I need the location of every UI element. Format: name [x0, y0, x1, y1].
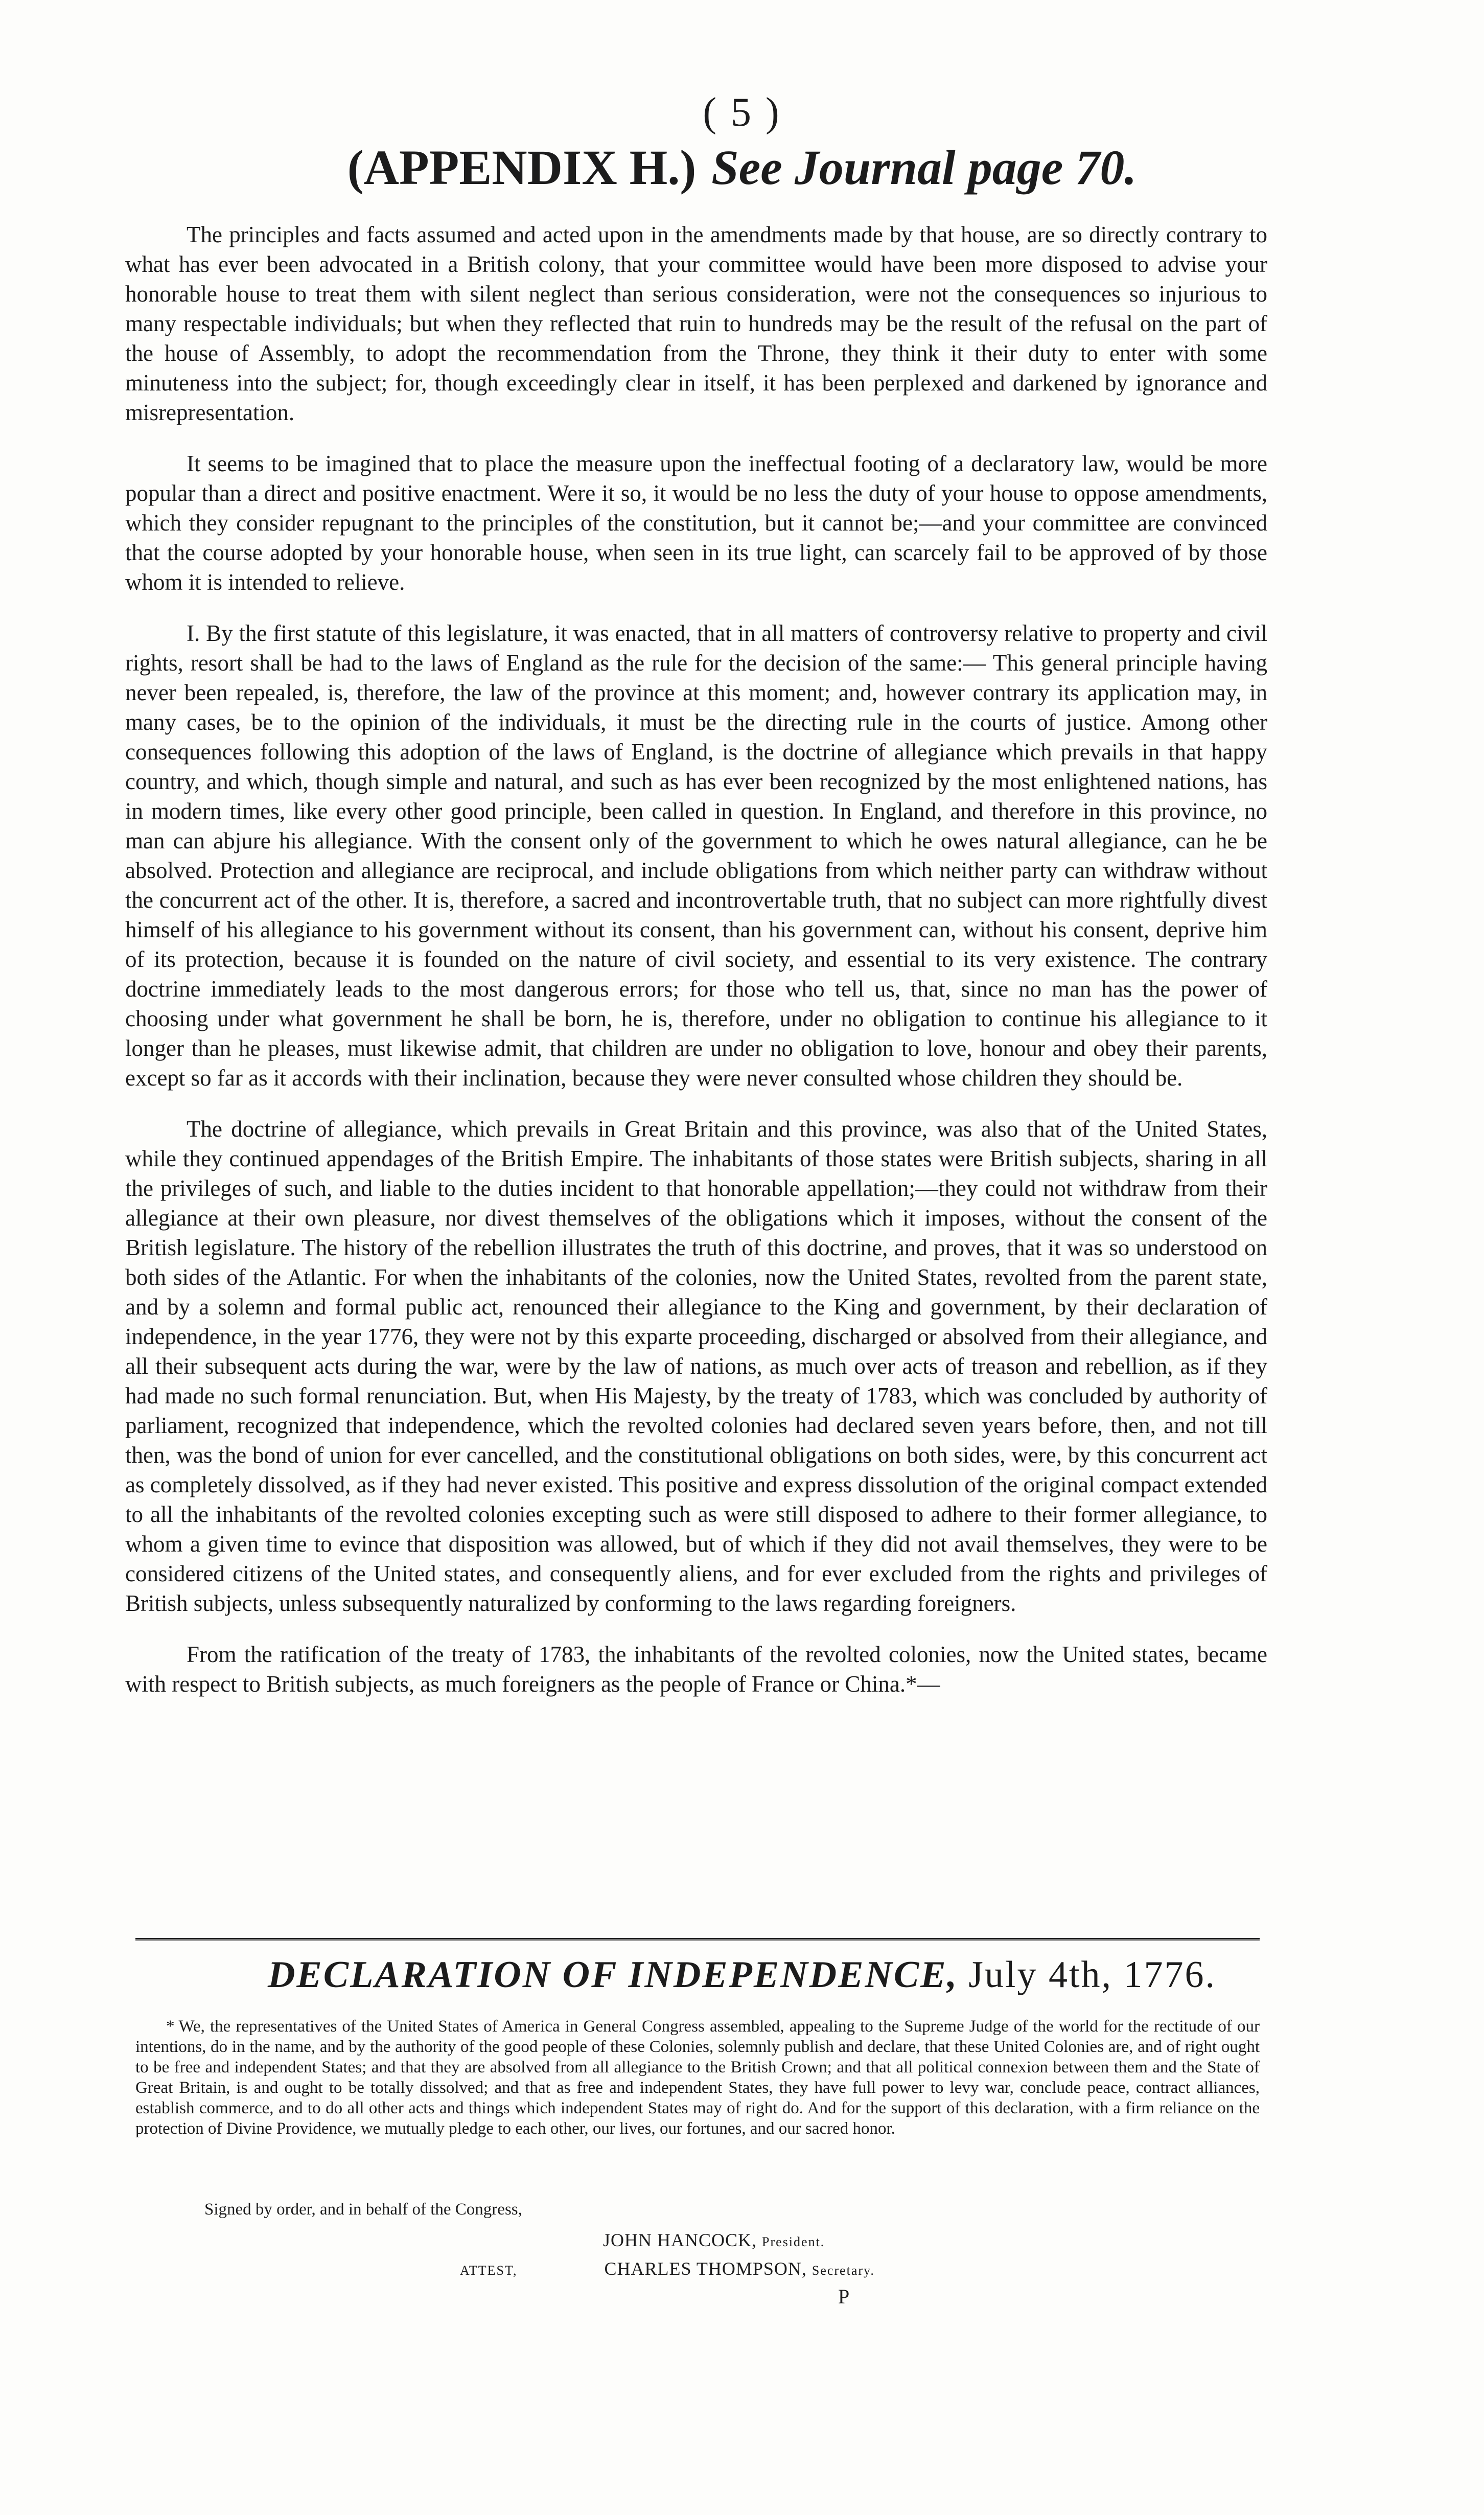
secretary-name: CHARLES THOMPSON, [604, 2258, 807, 2279]
divider-line-top [135, 1938, 1260, 1940]
secretary-title: Secretary. [811, 2263, 875, 2278]
appendix-heading [0, 139, 1484, 196]
appendix-title: (APPENDIX H.) [347, 140, 697, 195]
paragraph-treaty-ratification: From the ratification of the treaty of 1783, the inhabitants of the revolted colonies, now the United states, became with respect to British subjects, as much foreigners as the people of France or China.*— [125, 1642, 1267, 1697]
paragraph-committee-principles: The principles and facts assumed and acted upon in the amendments made by that house, are so directly contrary to what has ever been advocated in a British colony, that your committee would have been more disposed to advise your honorable house to treat them with silent neglect than serious consideration, were not the consequences so injurious to many respectable individuals; but when they reflected that ruin to hundreds may be the result of the refusal on the part of the house of Assembly, to adopt the recommendation from the Throne, they think it their duty to enter with some minuteness into the subject; for, though exceedingly clear in itself, it has been perplexed and darkened by ignorance and misrepresentation. [125, 222, 1267, 425]
attest-label: ATTEST, [460, 2263, 518, 2278]
journal-reference: See Journal page 70. [711, 140, 1137, 195]
footnote-text: We, the representatives of the United States of America in General Congress assembled, appealing to the Supreme Judge of the world for the rectitude of our intentions, do in the name, and by the authority of the good people of these Colonies, solemnly publish and declare, that these United Colonies are, and of right ought to be free and independent States; and that they are absolved from all allegiance to the British Crown; and that all political connexion between them and the State of Great Britain, is and ought to be totally dissolved; and that as free and independent States, they have full power to levy war, conclude peace, contract alliances, establish commerce, and to do all other acts and things which independent States may of right do. And for the support of this declaration, with a firm reliance on the protection of Divine Providence, we mutually pledge to each other, our lives, our fortunes, and our sacred honor. [135, 2017, 1260, 2138]
president-name: JOHN HANCOCK, [603, 2230, 757, 2250]
declaration-title: DECLARATION OF INDEPENDENCE, [267, 1954, 959, 1996]
footnote-mark: * [166, 2017, 175, 2036]
signature-mark: P [838, 2285, 850, 2308]
declaration-date: July 4th, 1776. [968, 1954, 1217, 1996]
secretary-signature [460, 2258, 875, 2279]
president-signature [603, 2229, 825, 2251]
signed-by-order: Signed by order, and in behalf of the Congress, [204, 2200, 522, 2219]
paragraph-declaratory-law: It seems to be imagined that to place the measure upon the ineffectual footing of a declaratory law, would be more popular than a direct and positive enactment. Were it so, it would be no less the duty of your house to oppose amendments, which they consider repugnant to the principles of the constitution, but it cannot be;—and your committee are convinced that the course adopted by your honorable house, when seen in its true light, can scarcely fail to be approved of by those whom it is intended to relieve. [125, 451, 1267, 595]
paragraph-doctrine-of-allegiance: The doctrine of allegiance, which prevails in Great Britain and this province, was also that of the United States, while they continued appendages of the British Empire. The inhabitants of those states were British subjects, sharing in all the privileges of such, and liable to the duties incident to that honorable appellation;—they could not withdraw from their allegiance at their own pleasure, nor divest themselves of the obligations which it imposes, without the consent of the British legislature. The history of the rebellion illustrates the truth of this doctrine, and proves, that it was so understood on both sides of the Atlantic. For when the inhabitants of the colonies, now the United States, revolted from the parent state, and by a solemn and formal public act, renounced their allegiance to the King and government, by their declaration of independence, in the year 1776, they were not by this exparte proceeding, discharged or absolved from their allegiance, and all their subsequent acts during the war, were by the law of nations, as much over acts of treason and rebellion, as if they had made no such formal renunciation. But, when His Majesty, by the treaty of 1783, which was concluded by authority of parliament, recognized that independence, which the revolted colonies had declared seven years before, then, and not till then, was the bond of union for ever cancelled, and the constitutional obligations on both sides, were, by this concurrent act as completely dissolved, as if they had never existed. This positive and express dissolution of the original compact extended to all the inhabitants of the revolted colonies excepting such as were still disposed to adhere to their former allegiance, to whom a given time to evince that disposition was allowed, but of which if they did not avail themselves, they were to be considered citizens of the United states, and consequently aliens, and for ever excluded from the rights and privileges of British subjects, unless subsequently naturalized by conforming to the laws regarding foreigners. [125, 1116, 1267, 1616]
page-number: ( 5 ) [703, 90, 781, 135]
paragraph-first-statute: I. By the first statute of this legislature, it was enacted, that in all matters of controversy relative to property and civil rights, resort shall be had to the laws of England as the rule for the decision of the same:— This general principle having never been repealed, is, therefore, the law of the province at this moment; and, however contrary its application may, in many cases, be to the opinion of the individuals, it must be the directing rule in the courts of justice. Among other consequences following this adoption of the laws of England, is the doctrine of allegiance which prevails in that happy country, and which, though simple and natural, and such as has ever been recognized by the most enlightened nations, has in modern times, like every other good principle, been called in question. In England, and therefore in this province, no man can abjure his allegiance. With the consent only of the government to which he owes natural allegiance, can he be absolved. Protection and allegiance are reciprocal, and include obligations from which neither party can withdraw without the concurrent act of the other. It is, therefore, a sacred and incontrovertable truth, that no subject can more rightfully divest himself of his allegiance to his government without its consent, than his government can, without his consent, deprive him of its protection, because it is founded on the nature of civil society, and essential to its very existence. The contrary doctrine immediately leads to the most dangerous errors; for those who tell us, that, since no man has the power of choosing under what government he shall be born, he is, therefore, under no obligation to continue his allegiance to it longer than he pleases, must likewise admit, that children are under no obligation to love, honour and obey their parents, except so far as it accords with their inclination, because they were never consulted whose children they should be. [125, 620, 1267, 1091]
section-divider [135, 1937, 1260, 1941]
appendix-body [125, 220, 1267, 1720]
declaration-heading [0, 1953, 1484, 1997]
president-title: President. [762, 2234, 825, 2249]
declaration-footnote [135, 2016, 1260, 2139]
